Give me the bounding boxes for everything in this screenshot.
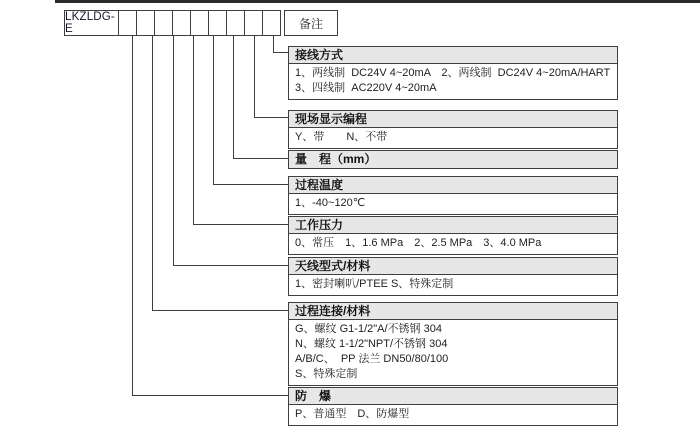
option-line: S、特殊定制 xyxy=(295,368,358,380)
section-wiring-method xyxy=(288,46,618,100)
section-title: 工作压力 xyxy=(289,217,617,234)
section-title: 现场显示编程 xyxy=(289,111,617,128)
option-line: 0、常压 1、1.6 MPa 2、2.5 MPa 3、4.0 MPa xyxy=(295,237,542,249)
model-prefix-box: LKZLDG-E xyxy=(64,10,119,36)
section-antenna-type xyxy=(288,257,618,296)
section-options xyxy=(289,194,617,214)
option-line: Y、带 N、不带 xyxy=(295,131,388,143)
section-title: 天线型式/材料 xyxy=(289,258,617,275)
option-line: 3、四线制 AC220V 4~20mA xyxy=(295,82,437,94)
code-box-6 xyxy=(208,10,227,36)
section-options xyxy=(289,320,617,385)
section-options xyxy=(289,128,617,148)
section-title: 量 程（mm） xyxy=(289,151,617,168)
option-line: P、普通型 D、防爆型 xyxy=(295,408,410,420)
code-box-8 xyxy=(244,10,263,36)
option-line: 1、两线制 DC24V 4~20mA 2、两线制 DC24V 4~20mA/HART xyxy=(295,67,611,79)
code-box-9 xyxy=(262,10,281,36)
section-working-pressure xyxy=(288,216,618,255)
section-title: 防 爆 xyxy=(289,388,617,405)
code-box-3 xyxy=(154,10,173,36)
remark-box: 备注 xyxy=(284,10,338,36)
code-box-2 xyxy=(136,10,155,36)
section-range xyxy=(288,150,618,169)
option-line: 1、密封喇叭/PTEE S、特殊定制 xyxy=(295,278,454,290)
option-line: G、螺纹 G1-1/2"A/不锈钢 304 xyxy=(295,323,442,335)
model-code-row xyxy=(64,10,338,36)
section-options xyxy=(289,64,617,99)
section-options xyxy=(289,405,617,425)
section-options xyxy=(289,234,617,254)
code-box-4 xyxy=(172,10,191,36)
section-title: 接线方式 xyxy=(289,47,617,64)
option-line: A/B/C、 PP 法兰 DN50/80/100 xyxy=(295,353,449,365)
top-rule xyxy=(55,0,700,3)
section-title: 过程连接/材料 xyxy=(289,303,617,320)
option-line: N、螺纹 1-1/2"NPT/不锈钢 304 xyxy=(295,338,448,350)
code-box-5 xyxy=(190,10,209,36)
section-process-temperature xyxy=(288,176,618,215)
connector-explosion xyxy=(132,35,289,396)
section-title: 过程温度 xyxy=(289,177,617,194)
code-box-7 xyxy=(226,10,245,36)
section-field-display xyxy=(288,110,618,149)
section-options xyxy=(289,275,617,295)
section-explosion-proof xyxy=(288,387,618,426)
code-box-1 xyxy=(118,10,137,36)
section-process-connection xyxy=(288,302,618,386)
option-line: 1、-40~120℃ xyxy=(295,197,366,209)
